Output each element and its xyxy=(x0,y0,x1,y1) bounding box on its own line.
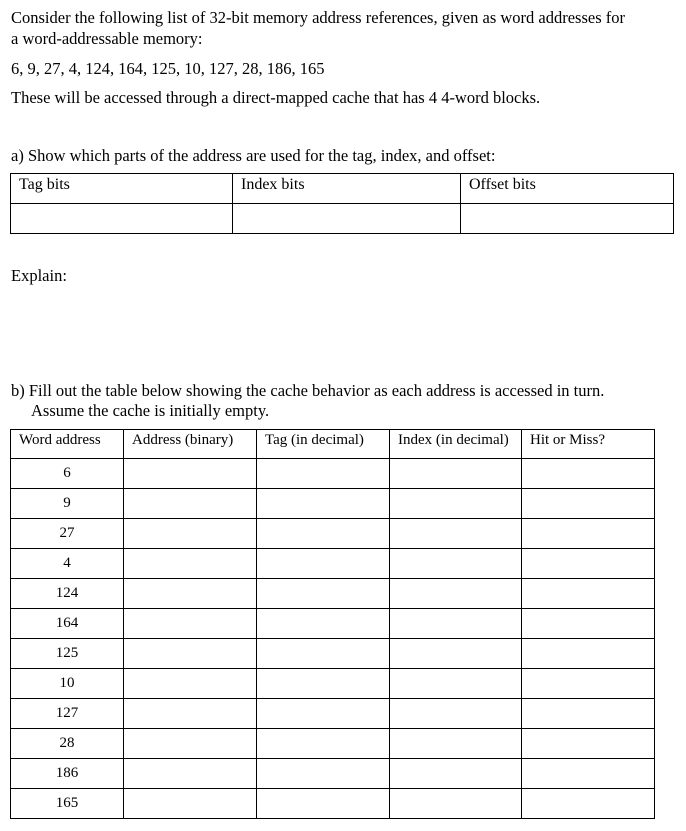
table-header-row xyxy=(11,174,674,204)
word-address-cell: 125 xyxy=(11,639,124,669)
address-binary-cell[interactable] xyxy=(124,489,257,519)
table-row xyxy=(11,699,655,729)
table-row xyxy=(11,729,655,759)
index-bits-answer-cell[interactable] xyxy=(233,204,461,234)
tag-decimal-cell[interactable] xyxy=(257,789,390,819)
explain-label: Explain: xyxy=(11,266,67,285)
tag-decimal-cell[interactable] xyxy=(257,489,390,519)
address-sequence: 6, 9, 27, 4, 124, 164, 125, 10, 127, 28, 186, 165 xyxy=(11,59,325,78)
part-b-assumption: Assume the cache is initially empty. xyxy=(31,401,270,420)
index-decimal-cell[interactable] xyxy=(390,549,522,579)
header-index-bits: Index bits xyxy=(233,174,461,204)
table-row xyxy=(11,204,674,234)
word-address-cell: 27 xyxy=(11,519,124,549)
tag-decimal-cell[interactable] xyxy=(257,759,390,789)
hit-miss-cell[interactable] xyxy=(522,489,655,519)
hit-miss-cell[interactable] xyxy=(522,639,655,669)
tag-decimal-cell[interactable] xyxy=(257,579,390,609)
intro-line-2: a word-addressable memory: xyxy=(11,29,203,48)
index-decimal-cell[interactable] xyxy=(390,789,522,819)
header-index-decimal: Index (in decimal) xyxy=(390,430,522,459)
index-decimal-cell[interactable] xyxy=(390,579,522,609)
header-hit-or-miss: Hit or Miss? xyxy=(522,430,655,459)
table-row xyxy=(11,459,655,489)
address-fields-table xyxy=(10,173,674,234)
tag-decimal-cell[interactable] xyxy=(257,669,390,699)
index-decimal-cell[interactable] xyxy=(390,609,522,639)
hit-miss-cell[interactable] xyxy=(522,699,655,729)
index-decimal-cell[interactable] xyxy=(390,699,522,729)
table-row xyxy=(11,639,655,669)
address-binary-cell[interactable] xyxy=(124,789,257,819)
cache-description: These will be accessed through a direct-mapped cache that has 4 4-word blocks. xyxy=(11,88,541,107)
header-word-address: Word address xyxy=(11,430,124,459)
table-row xyxy=(11,759,655,789)
word-address-cell: 186 xyxy=(11,759,124,789)
tag-decimal-cell[interactable] xyxy=(257,639,390,669)
address-binary-cell[interactable] xyxy=(124,669,257,699)
address-binary-cell[interactable] xyxy=(124,609,257,639)
address-binary-cell[interactable] xyxy=(124,459,257,489)
offset-bits-answer-cell[interactable] xyxy=(461,204,674,234)
word-address-cell: 28 xyxy=(11,729,124,759)
hit-miss-cell[interactable] xyxy=(522,729,655,759)
word-address-cell: 165 xyxy=(11,789,124,819)
index-decimal-cell[interactable] xyxy=(390,489,522,519)
tag-decimal-cell[interactable] xyxy=(257,729,390,759)
address-binary-cell[interactable] xyxy=(124,639,257,669)
header-address-binary: Address (binary) xyxy=(124,430,257,459)
table-header-row xyxy=(11,430,655,459)
hit-miss-cell[interactable] xyxy=(522,519,655,549)
word-address-cell: 9 xyxy=(11,489,124,519)
address-binary-cell[interactable] xyxy=(124,699,257,729)
tag-bits-answer-cell[interactable] xyxy=(11,204,233,234)
table-row xyxy=(11,549,655,579)
address-binary-cell[interactable] xyxy=(124,579,257,609)
index-decimal-cell[interactable] xyxy=(390,669,522,699)
word-address-cell: 124 xyxy=(11,579,124,609)
header-offset-bits: Offset bits xyxy=(461,174,674,204)
hit-miss-cell[interactable] xyxy=(522,609,655,639)
index-decimal-cell[interactable] xyxy=(390,759,522,789)
part-a-question: a) Show which parts of the address are used for the tag, index, and offset: xyxy=(11,146,496,165)
hit-miss-cell[interactable] xyxy=(522,669,655,699)
index-decimal-cell[interactable] xyxy=(390,519,522,549)
table-row xyxy=(11,519,655,549)
hit-miss-cell[interactable] xyxy=(522,549,655,579)
table-row xyxy=(11,669,655,699)
tag-decimal-cell[interactable] xyxy=(257,609,390,639)
index-decimal-cell[interactable] xyxy=(390,639,522,669)
tag-decimal-cell[interactable] xyxy=(257,459,390,489)
address-binary-cell[interactable] xyxy=(124,549,257,579)
hit-miss-cell[interactable] xyxy=(522,789,655,819)
address-binary-cell[interactable] xyxy=(124,729,257,759)
table-row xyxy=(11,489,655,519)
address-binary-cell[interactable] xyxy=(124,759,257,789)
word-address-cell: 6 xyxy=(11,459,124,489)
tag-decimal-cell[interactable] xyxy=(257,519,390,549)
address-binary-cell[interactable] xyxy=(124,519,257,549)
part-b-question: b) Fill out the table below showing the cache behavior as each address is accessed in turn. xyxy=(11,381,605,400)
hit-miss-cell[interactable] xyxy=(522,459,655,489)
word-address-cell: 164 xyxy=(11,609,124,639)
word-address-cell: 4 xyxy=(11,549,124,579)
tag-decimal-cell[interactable] xyxy=(257,549,390,579)
word-address-cell: 127 xyxy=(11,699,124,729)
table-row xyxy=(11,609,655,639)
header-tag-decimal: Tag (in decimal) xyxy=(257,430,390,459)
index-decimal-cell[interactable] xyxy=(390,729,522,759)
hit-miss-cell[interactable] xyxy=(522,759,655,789)
hit-miss-cell[interactable] xyxy=(522,579,655,609)
tag-decimal-cell[interactable] xyxy=(257,699,390,729)
table-row xyxy=(11,579,655,609)
table-row xyxy=(11,789,655,819)
cache-behavior-table xyxy=(10,429,655,819)
header-tag-bits: Tag bits xyxy=(11,174,233,204)
intro-line-1: Consider the following list of 32-bit memory address references, given as word addresses for xyxy=(11,8,626,27)
word-address-cell: 10 xyxy=(11,669,124,699)
index-decimal-cell[interactable] xyxy=(390,459,522,489)
